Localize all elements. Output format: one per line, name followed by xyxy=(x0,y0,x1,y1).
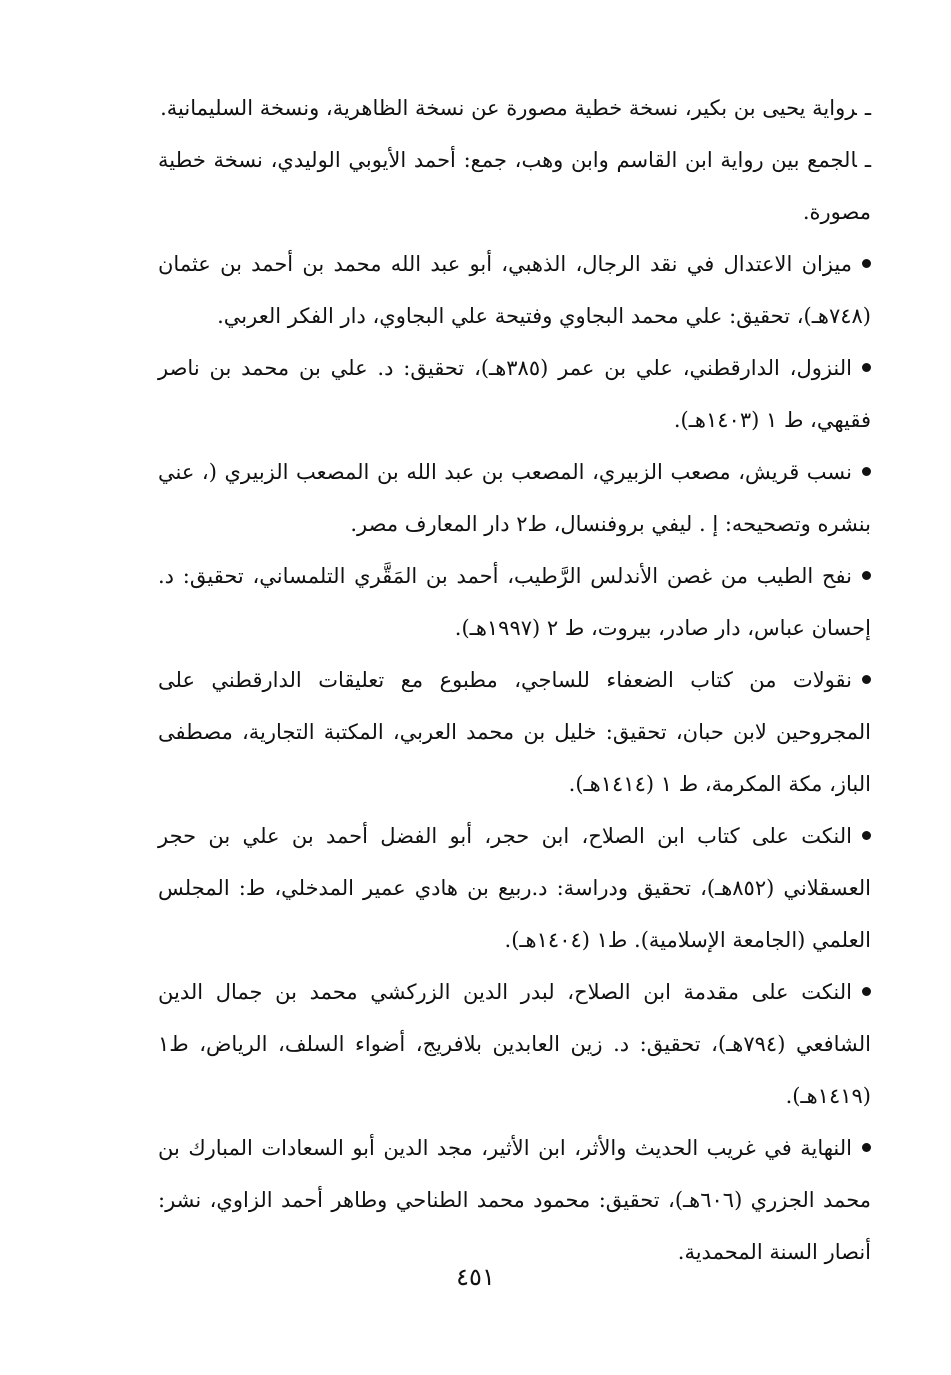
entry-text: نسب قريش، مصعب الزبيري، المصعب بن عبد الله بن المصعب الزبيري (، عني بنشره وتصحيحه: إ . ليفي بروفنسال، ط٢ دار المعارف مصر. xyxy=(158,460,871,536)
bibliography-entry xyxy=(158,810,871,966)
bibliography-entry xyxy=(158,446,871,550)
bullet-icon xyxy=(862,1143,871,1152)
sub-entry xyxy=(158,134,871,238)
bibliography-entry xyxy=(158,238,871,342)
bullet-icon xyxy=(862,675,871,684)
entry-text: النهاية في غريب الحديث والأثر، ابن الأثير، مجد الدين أبو السعادات المبارك بن محمد الجزري (٦٠٦هـ)، تحقيق: محمود محمد الطناحي وطاهر أحمد الزاوي، نشر: أنصار السنة المحمدية. xyxy=(158,1136,871,1264)
bullet-icon xyxy=(862,987,871,996)
dash-marker: ـ xyxy=(864,148,871,172)
bullet-icon xyxy=(862,831,871,840)
entry-text: النكت على كتاب ابن الصلاح، ابن حجر، أبو الفضل أحمد بن علي بن حجر العسقلاني (٨٥٢هـ)، تحقيق ودراسة: د.ربيع بن هادي عمير المدخلي، ط: المجلس العلمي (الجامعة الإسلامية). ط١ (١٤٠٤هـ). xyxy=(158,824,871,952)
dash-marker: ـ xyxy=(864,96,871,120)
entry-text: الجمع بين رواية ابن القاسم وابن وهب، جمع: أحمد الأيوبي الوليدي، نسخة خطية مصورة. xyxy=(158,148,871,224)
entry-text: ميزان الاعتدال في نقد الرجال، الذهبي، أبو عبد الله محمد بن أحمد بن عثمان (٧٤٨هـ)، تحقيق: علي محمد البجاوي وفتيحة علي البجاوي، دار الفكر العربي. xyxy=(158,252,871,328)
bibliography-entry xyxy=(158,966,871,1122)
page-number: ٤٥١ xyxy=(456,1263,495,1291)
bullet-icon xyxy=(862,467,871,476)
entry-text: نقولات من كتاب الضعفاء للساجي، مطبوع مع تعليقات الدارقطني على المجروحين لابن حبان، تحقيق: خليل بن محمد العربي، المكتبة التجارية، مصطفى الباز، مكة المكرمة، ط ١ (١٤١٤هـ). xyxy=(158,668,871,796)
entry-text: رواية يحيى بن بكير، نسخة خطية مصورة عن نسخة الظاهرية، ونسخة السليمانية. xyxy=(160,96,857,120)
entry-text: النكت على مقدمة ابن الصلاح، لبدر الدين الزركشي محمد بن جمال الدين الشافعي (٧٩٤هـ)، تحقيق: د. زين العابدين بلافريج، أضواء السلف، الرياض، ط١ (١٤١٩هـ). xyxy=(158,980,872,1108)
bibliography-entry xyxy=(158,654,871,810)
entry-text: نفح الطيب من غصن الأندلس الرَّطيب، أحمد بن المَقَّري التلمساني، تحقيق: د. إحسان عباس، دار صادر، بيروت، ط ٢ (١٩٩٧هـ). xyxy=(158,564,871,640)
bullet-icon xyxy=(862,259,871,268)
bibliography-list xyxy=(158,82,871,1278)
bibliography-entry xyxy=(158,1122,871,1278)
bibliography-entry xyxy=(158,342,871,446)
bullet-icon xyxy=(862,571,871,580)
sub-entry xyxy=(158,82,871,134)
entry-text: النزول، الدارقطني، علي بن عمر (٣٨٥هـ)، تحقيق: د. علي بن محمد بن ناصر فقيهي، ط ١ (١٤٠٣هـ). xyxy=(158,356,871,432)
bullet-icon xyxy=(862,363,871,372)
bibliography-entry xyxy=(158,550,871,654)
